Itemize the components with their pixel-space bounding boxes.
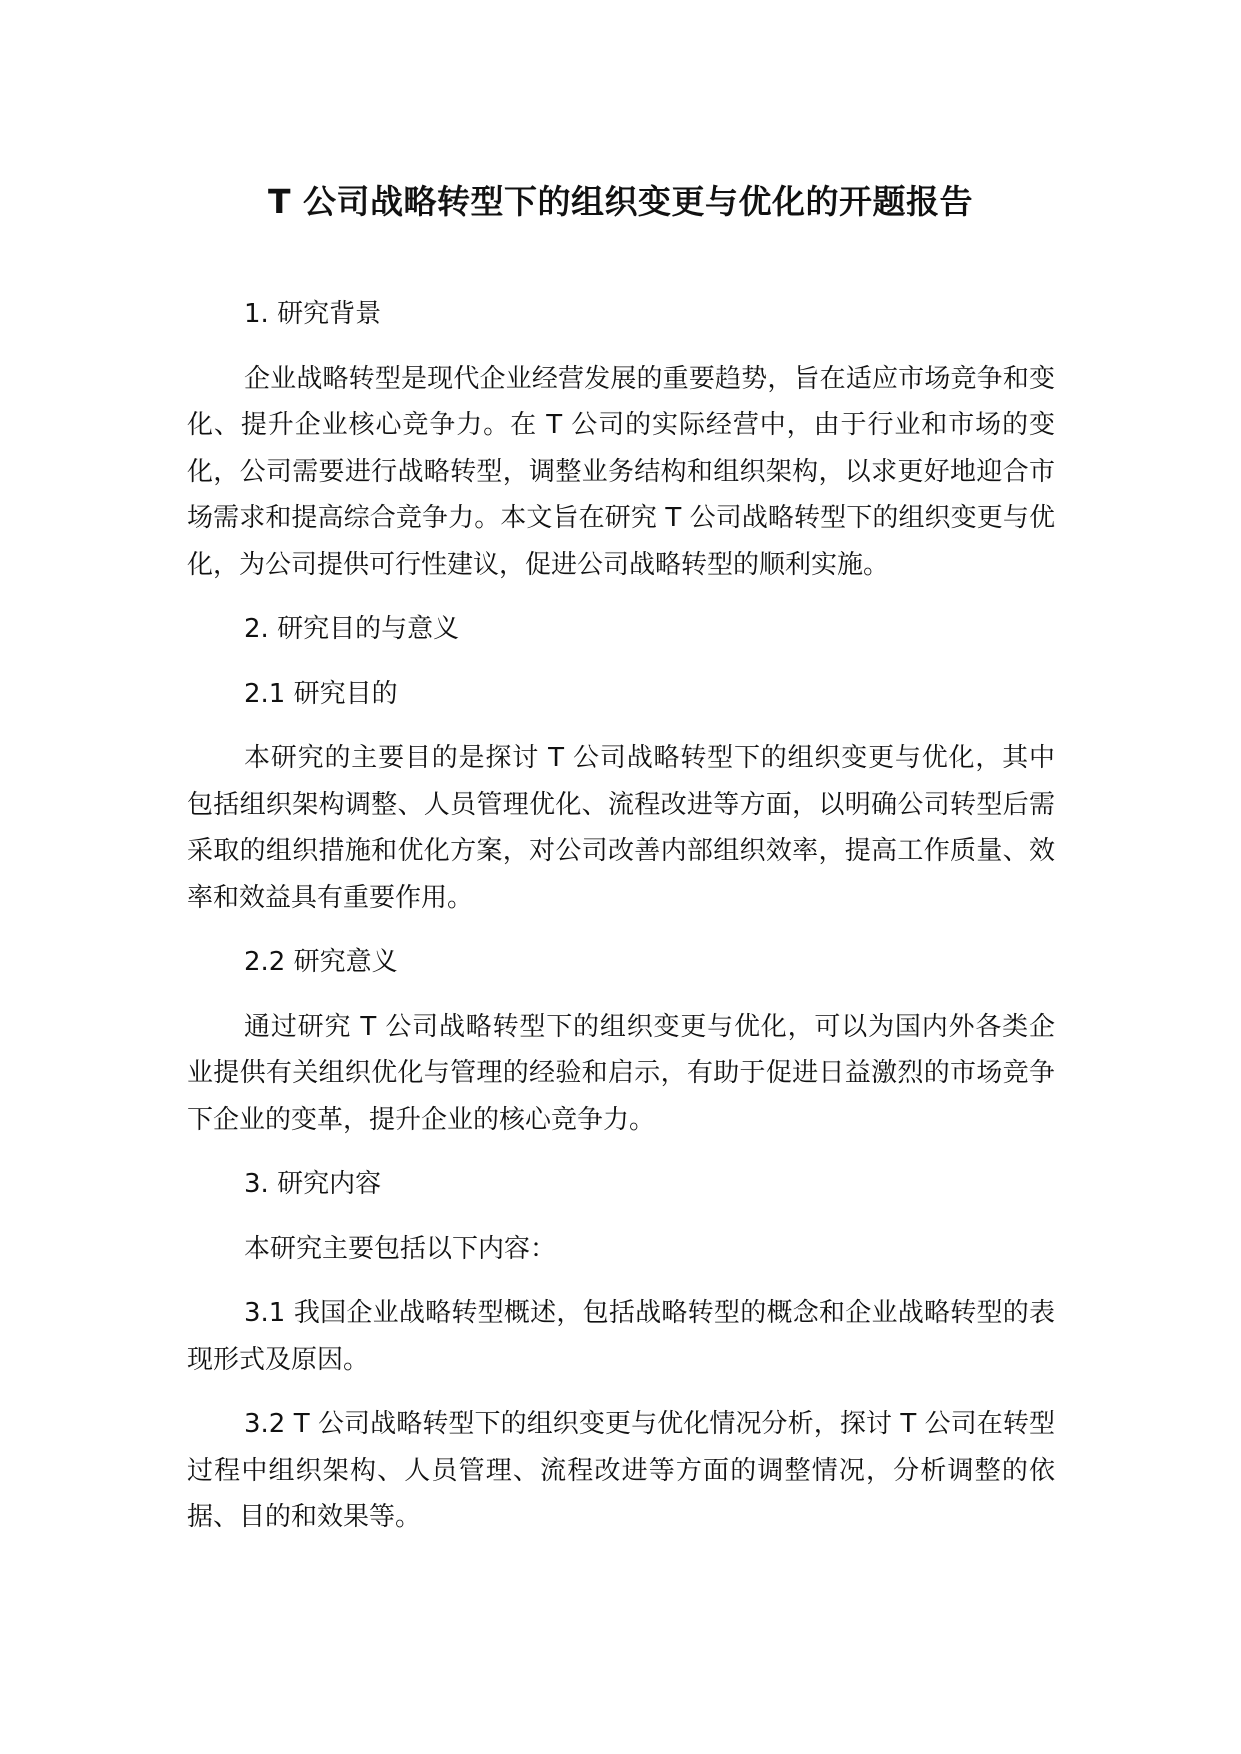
section-heading: 1. 研究背景 [244,299,382,329]
document-body [187,291,1055,1559]
list-item: 3.2 T 公司战略转型下的组织变更与优化情况分析，探讨 T 公司在转型过程中组织架构、人员管理、流程改进等方面的调整情况，分析调整的依据、目的和效果等。 [187,1409,1055,1532]
section-heading: 2. 研究目的与意义 [244,614,460,644]
paragraph: 企业战略转型是现代企业经营发展的重要趋势，旨在适应市场竞争和变化、提升企业核心竞争力。在 T 公司的实际经营中，由于行业和市场的变化，公司需要进行战略转型，调整业务结构和组织架构，以求更好地迎合市场需求和提高综合竞争力。本文旨在研究 T 公司战略转型下的组织变更与优化，为公司提供可行性建议，促进公司战略转型的顺利实施。 [187,363,1055,580]
subsection-heading: 2.2 研究意义 [244,947,398,977]
intro-line: 本研究主要包括以下内容： [244,1233,557,1264]
document-title: T 公司战略转型下的组织变更与优化的开题报告 [268,182,973,221]
paragraph: 通过研究 T 公司战略转型下的组织变更与优化，可以为国内外各类企业提供有关组织优化与管理的经验和启示，有助于促进日益激烈的市场竞争下企业的变革，提升企业的核心竞争力。 [187,1011,1055,1135]
section-heading: 3. 研究内容 [244,1169,382,1199]
subsection-heading: 2.1 研究目的 [244,678,398,709]
list-item: 3.1 我国企业战略转型概述，包括战略转型的概念和企业战略转型的表现形式及原因。 [187,1298,1055,1375]
paragraph: 本研究的主要目的是探讨 T 公司战略转型下的组织变更与优化，其中包括组织架构调整、人员管理优化、流程改进等方面，以明确公司转型后需采取的组织措施和优化方案，对公司改善内部组织效率，提高工作质量、效率和效益具有重要作用。 [187,743,1055,913]
